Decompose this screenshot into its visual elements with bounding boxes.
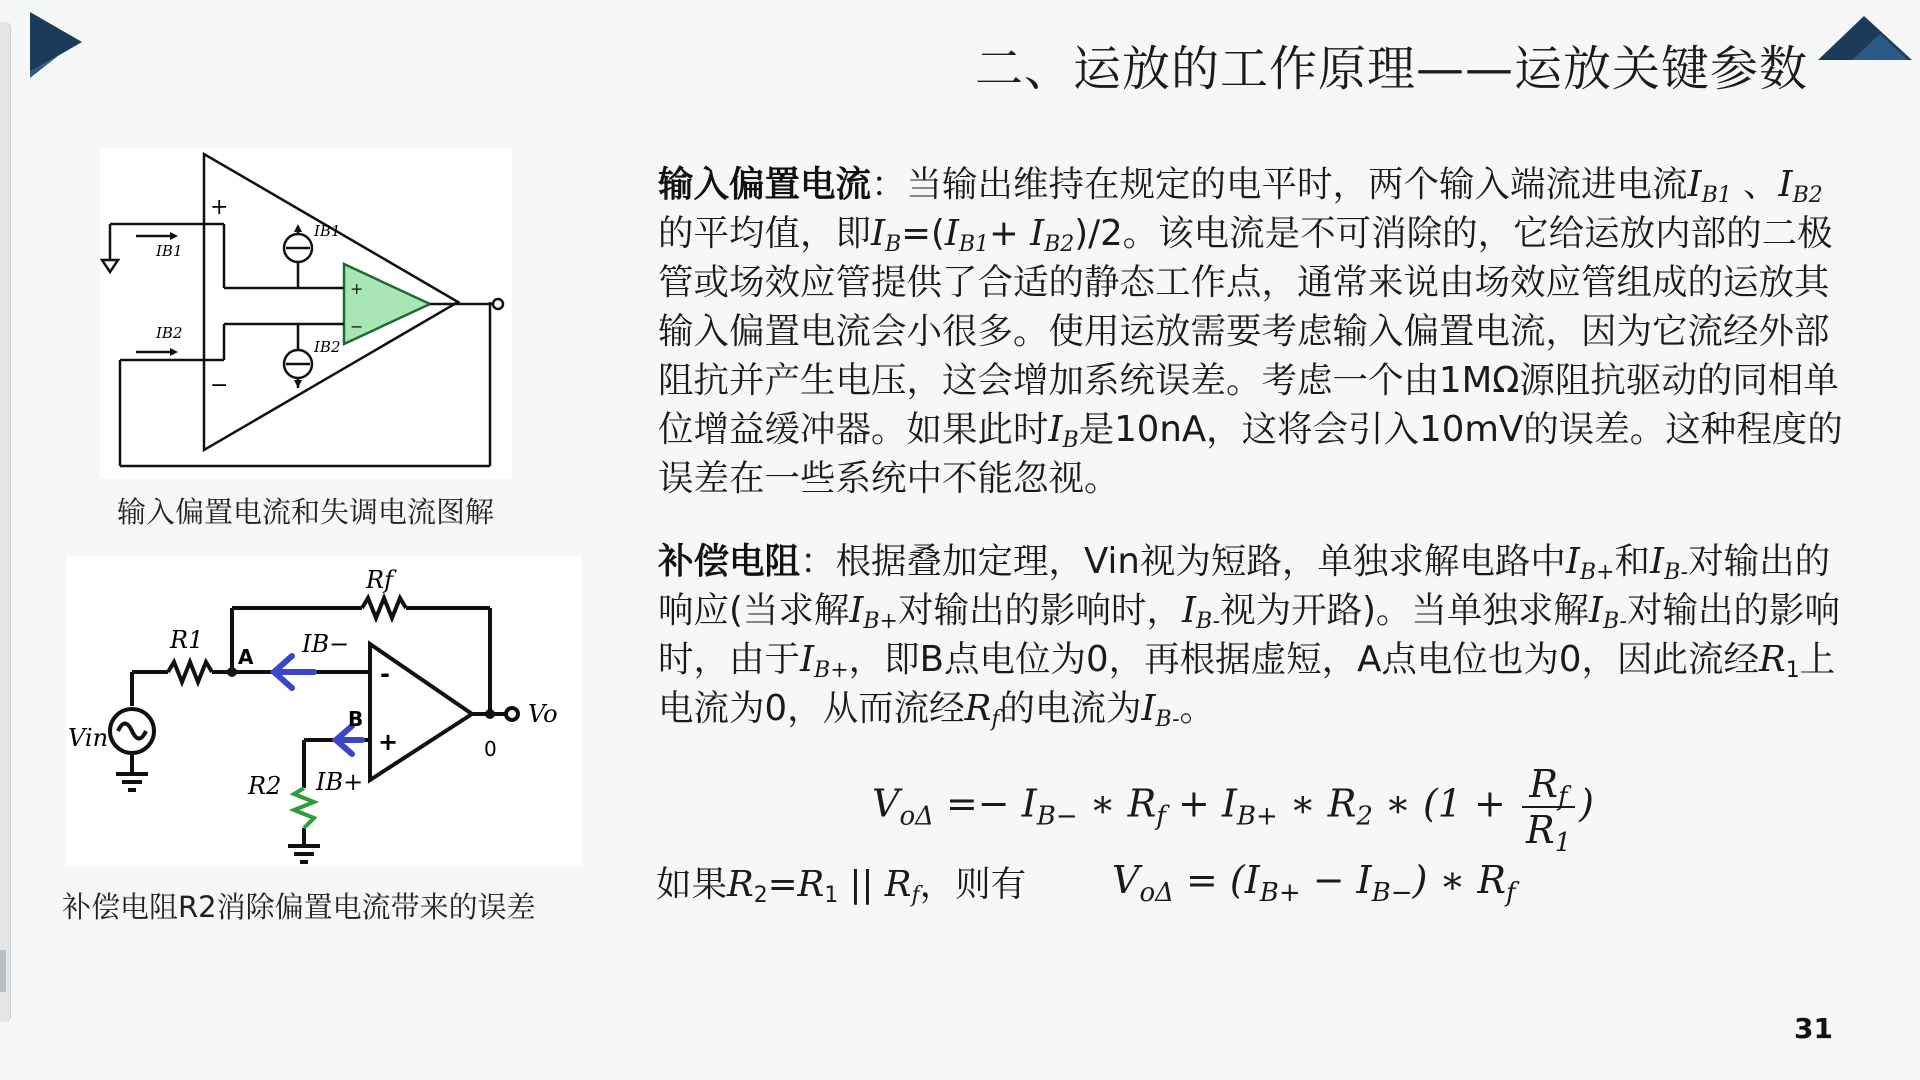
term-compensation-resistor: 补偿电阻 <box>658 541 801 582</box>
output-zero-label: 0 <box>484 737 497 761</box>
vo-label: Vo <box>528 700 558 728</box>
para2-text-3: 对输出的影响时， <box>898 590 1183 631</box>
ib1-label-source: IB1 <box>314 222 341 240</box>
output-offset-equation: $V_{o\Delta} =- I_{B-}$ ∗ $R_f + I_{B+}$ ∗ $R_2$ ∗ (1 + $\frac{R_f}{R_1}$ ) <box>872 762 1594 858</box>
plus-label: + <box>210 195 229 220</box>
slide-title: 二、运放的工作原理——运放关键参数 <box>975 41 1809 97</box>
compensated-offset-equation: $V_{o\Delta} = (I_{B+} - I_{B-})$ ∗ $R_f$ <box>1112 858 1516 908</box>
condition-prefix: 如果 <box>656 864 728 905</box>
compensation-resistor-paragraph: 补偿电阻：根据叠加定理，Vin视为短路，单独求解电路中$I_{B+}$和$I_{B-}$对输出的响应(当求解$I_{B+}$对输出的影响时，$I_{B-}$视为开路)。当单独求解$I_{B-}$对输出的影响时，由于$I_{B+}$，即B点电位为0，再根据虚短，A点电位也为0，因此流经$R_1$上电流为0，从而流经$R_f$的电流为$I_{B-}$。 <box>658 541 1840 732</box>
minus-label: − <box>210 373 229 398</box>
para1-text-3: /2。该电流是不可消除的，它给运放内部的二极管或场效应管提供了合适的静态工作点，通常来说由场效应管组成的运放其输入偏置电流会小很多。使用运放需要考虑输入偏置电流，因为它流经外部阻抗并产生电压，这会增加系统误差。考虑一个由1MΩ源阻抗驱动的同相单位增益缓冲器。如果此时 <box>658 213 1839 450</box>
node-b-label: B <box>348 707 364 731</box>
bias-current-diagram <box>100 148 512 478</box>
para1-text-4: 是10nA，这将会引入10mV的误差。这种程度的误差在一些系统中不能忽视。 <box>658 409 1843 499</box>
page-number: 31 <box>1794 1012 1833 1045</box>
ib-plus-label: IB+ <box>316 768 364 796</box>
vin-label: Vin <box>68 724 109 752</box>
r1-label: R1 <box>170 626 204 654</box>
svg-text:+: + <box>350 279 364 298</box>
noninverting-label: + <box>378 728 399 756</box>
para2-text-6: ，即B点电位为0，再根据虚短，A点电位也为0，因此流经 <box>848 639 1759 680</box>
para2-text-2: 对输出的响应(当求解 <box>658 541 1831 631</box>
condition-suffix: ，则有 <box>919 864 1027 905</box>
r2-label: R2 <box>248 772 282 800</box>
scroll-thumb[interactable] <box>0 950 6 992</box>
para1-text-1: ：当输出维持在规定的电平时，两个输入端流进电流 <box>871 164 1688 205</box>
ib2-label-source: IB2 <box>314 338 341 356</box>
figure1-caption: 输入偏置电流和失调电流图解 <box>117 495 495 529</box>
figure2-caption: 补偿电阻R2消除偏置电流带来的误差 <box>62 890 536 924</box>
rf-label: Rf <box>366 566 393 594</box>
inverting-label: - <box>380 660 390 688</box>
play-triangle-icon <box>30 12 86 82</box>
ib-minus-label: IB− <box>302 630 350 658</box>
para1-text-2: 的平均值，即 <box>658 213 872 254</box>
compensation-condition: 如果$R_2=R_1$ || $R_f$，则有 <box>656 864 1027 908</box>
ib1-label-left: IB1 <box>156 242 183 260</box>
para2-text-7: 上电流为0，从而流经 <box>658 639 1836 729</box>
para2-text-9: 。 <box>1179 688 1216 729</box>
svg-text:−: − <box>350 317 364 336</box>
ib2-label-left: IB2 <box>156 324 183 342</box>
para2-text-1: ：根据叠加定理，Vin视为短路，单独求解电路中 <box>800 541 1566 582</box>
para2-text-5: 对输出的影响时，由于 <box>658 590 1840 680</box>
para2-text-8: 的电流为 <box>999 688 1142 729</box>
mountain-logo-icon <box>1818 16 1914 64</box>
term-bias-current: 输入偏置电流 <box>658 164 872 205</box>
node-a-label: A <box>238 645 254 669</box>
window-edge <box>0 22 11 1022</box>
compensation-resistor-diagram <box>66 556 582 866</box>
bias-current-paragraph: 输入偏置电流：当输出维持在规定的电平时，两个输入端流进电流$I_{B1}$ 、$I_{B2}$的平均值，即$I_B=(I_{B1}+ I_{B2})/2$。该电流是不可消除的，它给运放内部的二极管或场效应管提供了合适的静态工作点，通常来说由场效应管组成的运放其输入偏置电流会小很多。使用运放需要考虑输入偏置电流，因为它流经外部阻抗并产生电压，这会增加系统误差。考虑一个由1MΩ源阻抗驱动的同相单位增益缓冲器。如果此时$I_B$是10nA，这将会引入10mV的误差。这种程度的误差在一些系统中不能忽视。 <box>658 164 1843 499</box>
para2-text-4: 视为开路)。当单独求解 <box>1220 590 1589 631</box>
